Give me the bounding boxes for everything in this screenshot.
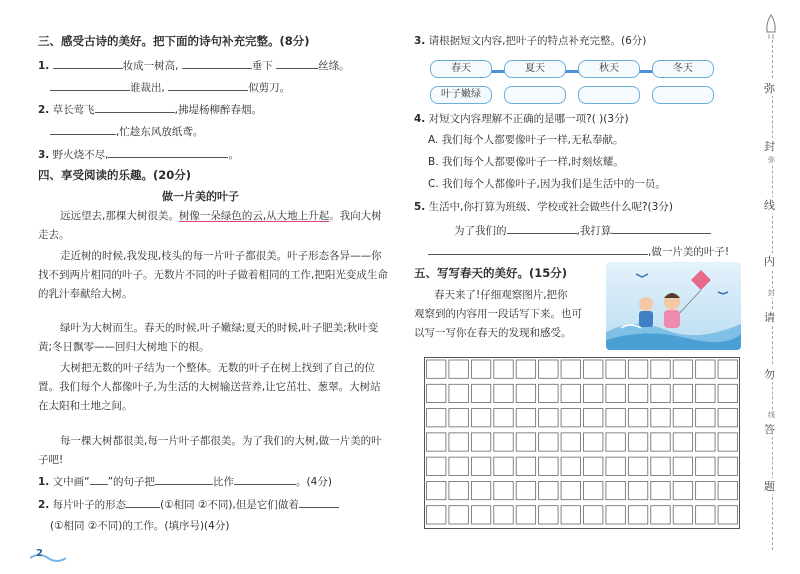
poem-q2-line2: ,忙趁东风放纸鸢。 — [50, 124, 203, 139]
grid-cell[interactable] — [584, 481, 603, 499]
grid-cell[interactable] — [673, 409, 692, 427]
grid-cell[interactable] — [606, 360, 625, 378]
grid-cell[interactable] — [606, 481, 625, 499]
grid-cell[interactable] — [427, 384, 446, 402]
page-number: 2 — [36, 548, 43, 559]
grid-cell[interactable] — [673, 433, 692, 451]
grid-cell[interactable] — [449, 433, 468, 451]
grid-cell[interactable] — [651, 409, 670, 427]
passage-paragraph-1: 远远望去,那棵大树很美。树像一朵绿色的云,从大地上升起。我向大树走去。 — [38, 210, 382, 241]
grid-cell[interactable] — [494, 360, 513, 378]
grid-cell[interactable] — [584, 457, 603, 475]
grid-cell[interactable] — [471, 481, 490, 499]
grid-cell[interactable] — [516, 433, 535, 451]
grid-cell[interactable] — [561, 384, 580, 402]
grid-cell[interactable] — [584, 409, 603, 427]
binding-char: 内 — [764, 255, 775, 268]
grid-cell[interactable] — [449, 481, 468, 499]
answer-cloud-spring[interactable]: 叶子嫩绿 — [430, 86, 492, 104]
poem-q2-line1: 2. 草长莺飞 ,拂堤杨柳醉春烟。 — [38, 104, 262, 116]
grid-cell[interactable] — [561, 506, 580, 524]
grid-cell[interactable] — [539, 481, 558, 499]
spring-scene-icon — [606, 262, 741, 350]
grid-cell[interactable] — [471, 457, 490, 475]
answer-blank[interactable] — [53, 58, 123, 69]
answer-blank[interactable] — [108, 147, 228, 158]
grid-cell[interactable] — [696, 457, 715, 475]
reading-q5-line2: 为了我们的 ,我打算 — [454, 223, 711, 238]
grid-cell[interactable] — [673, 457, 692, 475]
grid-cell[interactable] — [718, 506, 737, 524]
passage-paragraph-4: 大树把无数的叶子结为一个整体。无数的叶子在树上找到了自己的位置。我们每个人都像叶子,为生活的大树输送营养,让它茁壮、葱翠。大树站在太阳和土地之间。 — [38, 362, 381, 412]
grid-cell[interactable] — [539, 506, 558, 524]
grid-cell[interactable] — [718, 481, 737, 499]
grid-cell[interactable] — [606, 384, 625, 402]
grid-cell[interactable] — [628, 457, 647, 475]
grid-cell[interactable] — [494, 384, 513, 402]
grid-cell[interactable] — [651, 506, 670, 524]
writing-prompt-line2: 观察到的内容用一段话写下来。也可 — [414, 308, 582, 320]
binding-char: 勿 — [764, 368, 775, 381]
grid-cell[interactable] — [449, 384, 468, 402]
grid-cell[interactable] — [673, 360, 692, 378]
poem-q3: 3. 野火烧不尽, 。 — [38, 149, 239, 161]
passage-title: 做一片美的叶子 — [162, 190, 239, 203]
grid-cell[interactable] — [449, 506, 468, 524]
grid-cell[interactable] — [606, 433, 625, 451]
grid-cell[interactable] — [539, 433, 558, 451]
binding-small-char: 线 — [768, 411, 775, 419]
binding-small-char: 封 — [768, 289, 775, 297]
answer-blank[interactable] — [299, 497, 339, 508]
grid-cell[interactable] — [471, 409, 490, 427]
answer-blank[interactable] — [276, 58, 318, 69]
binding-char: 封 — [764, 140, 775, 153]
answer-blank[interactable] — [507, 223, 577, 234]
grid-cell[interactable] — [696, 360, 715, 378]
passage-paragraph-5: 每一棵大树都很美,每一片叶子都很美。为了我们的大树,做一片美的叶子吧! — [38, 435, 382, 466]
season-autumn: 秋天 — [578, 60, 640, 78]
reading-q2-line1: 2. 每片叶子的形态 (①相同 ②不同),但是它们做着 — [38, 497, 339, 512]
answer-cloud-autumn[interactable] — [578, 86, 640, 104]
grid-cell[interactable] — [673, 481, 692, 499]
grid-cell[interactable] — [584, 433, 603, 451]
grid-cell[interactable] — [449, 409, 468, 427]
answer-blank[interactable] — [50, 80, 130, 91]
underline-sample — [90, 474, 108, 485]
grid-cell[interactable] — [427, 409, 446, 427]
grid-cell[interactable] — [427, 433, 446, 451]
grid-cell[interactable] — [584, 384, 603, 402]
underlined-sentence: 树像一朵绿色的云,从大地上升 — [178, 210, 319, 222]
grid-cell[interactable] — [696, 481, 715, 499]
grid-cell[interactable] — [516, 457, 535, 475]
grid-cell[interactable] — [718, 409, 737, 427]
grid-cell[interactable] — [628, 433, 647, 451]
grid-cell[interactable] — [673, 506, 692, 524]
binding-small-char: 弥 — [768, 156, 775, 164]
answer-cloud-winter[interactable] — [652, 86, 714, 104]
grid-cell[interactable] — [561, 409, 580, 427]
reading-q3: 3. 请根据短文内容,把叶子的特点补充完整。(6分) — [414, 35, 647, 47]
grid-cell[interactable] — [696, 506, 715, 524]
grid-cell[interactable] — [494, 433, 513, 451]
grid-cell[interactable] — [539, 409, 558, 427]
grid-cell[interactable] — [651, 384, 670, 402]
option-a[interactable]: A. 我们每个人都要像叶子一样,无私奉献。 — [428, 134, 624, 146]
grid-cell[interactable] — [494, 409, 513, 427]
poem-q1-line1: 1. 妆成一树高, 垂下 丝绦。 — [38, 60, 350, 72]
writing-grid[interactable] — [424, 357, 740, 529]
binding-char: 线 — [764, 199, 775, 212]
grid-cell[interactable] — [606, 457, 625, 475]
reading-q5: 5. 生活中,你打算为班级、学校或社会做些什么呢?(3分) — [414, 201, 673, 213]
writing-prompt-line3: 以写一写你在春天的发现和感受。 — [414, 327, 572, 339]
grid-cell[interactable] — [628, 506, 647, 524]
answer-blank[interactable] — [168, 80, 248, 91]
writing-prompt-line1: 春天来了!仔细观察图片,把你 — [434, 289, 568, 301]
reading-q4: 4. 对短文内容理解不正确的是哪一项?( )(3分) — [414, 113, 629, 125]
grid-cell[interactable] — [516, 409, 535, 427]
grid-cell[interactable] — [628, 384, 647, 402]
grid-cell[interactable] — [427, 481, 446, 499]
grid-cell[interactable] — [561, 433, 580, 451]
grid-cell[interactable] — [651, 481, 670, 499]
grid-cell[interactable] — [471, 506, 490, 524]
grid-cell[interactable] — [516, 384, 535, 402]
passage-paragraph-3: 绿叶为大树而生。春天的时候,叶子嫩绿;夏天的时候,叶子肥美;秋叶变黄;冬日飘零——回归大树地下的根。 — [38, 322, 379, 353]
section5-title: 五、写写春天的美好。(15分) — [414, 266, 568, 280]
grid-cell[interactable] — [427, 457, 446, 475]
spring-kite-illustration — [606, 262, 741, 350]
grid-cell[interactable] — [628, 409, 647, 427]
binding-char: 请 — [764, 311, 775, 324]
grid-cell[interactable] — [606, 506, 625, 524]
grid-cell[interactable] — [539, 384, 558, 402]
grid-cell[interactable] — [539, 457, 558, 475]
reading-q1: 1. 文中画“ ”的句子把 比作 。(4分) — [38, 476, 332, 488]
grid-cell[interactable] — [427, 360, 446, 378]
binding-strip — [752, 0, 792, 574]
grid-cell[interactable] — [628, 481, 647, 499]
grid-cell[interactable] — [471, 433, 490, 451]
grid-cell[interactable] — [516, 481, 535, 499]
reading-q5-line3: ,做一片美的叶子! — [428, 244, 729, 259]
grid-cell[interactable] — [673, 384, 692, 402]
answer-blank[interactable] — [126, 497, 160, 508]
grid-cell[interactable] — [561, 481, 580, 499]
option-b[interactable]: B. 我们每个人都要像叶子一样,时刻炫耀。 — [428, 156, 624, 168]
grid-cell[interactable] — [494, 457, 513, 475]
grid-cell[interactable] — [516, 506, 535, 524]
poem-q1-line2: 谁裁出, 似剪刀。 — [50, 80, 290, 95]
grid-cell[interactable] — [471, 360, 490, 378]
grid-cell[interactable] — [516, 360, 535, 378]
rocket-icon — [764, 14, 778, 40]
binding-char: 答 — [764, 423, 775, 436]
season-winter: 冬天 — [652, 60, 714, 78]
answer-blank[interactable] — [95, 102, 175, 113]
binding-char: 弥 — [764, 82, 775, 95]
answer-blank[interactable] — [155, 474, 213, 485]
binding-char: 题 — [764, 480, 775, 493]
season-summer: 夏天 — [504, 60, 566, 78]
writing-grid-cells[interactable] — [425, 358, 739, 528]
grid-cell[interactable] — [696, 433, 715, 451]
answer-cloud-summer[interactable] — [504, 86, 566, 104]
grid-cell[interactable] — [449, 360, 468, 378]
grid-cell[interactable] — [696, 384, 715, 402]
grid-cell[interactable] — [718, 457, 737, 475]
season-spring: 春天 — [430, 60, 492, 78]
passage-paragraph-2: 走近树的时候,我发现,枝头的每一片叶子都很美。叶子形态各异——你找不到两片相同的叶子。无数片不同的叶子做着相同的工作,把阳光变成生命的乳汁奉献给大树。 — [38, 250, 388, 300]
grid-cell[interactable] — [561, 457, 580, 475]
option-c[interactable]: C. 我们每个人都像叶子,因为我们是生活中的一员。 — [428, 178, 666, 190]
grid-cell[interactable] — [651, 457, 670, 475]
grid-cell[interactable] — [427, 506, 446, 524]
grid-cell[interactable] — [584, 360, 603, 378]
answer-blank[interactable] — [611, 223, 711, 234]
grid-cell[interactable] — [651, 360, 670, 378]
grid-cell[interactable] — [696, 409, 715, 427]
grid-cell[interactable] — [494, 506, 513, 524]
answer-blank[interactable] — [182, 58, 252, 69]
answer-blank[interactable] — [50, 124, 116, 135]
grid-cell[interactable] — [561, 360, 580, 378]
section4-title: 四、享受阅读的乐趣。(20分) — [38, 168, 192, 182]
grid-cell[interactable] — [651, 433, 670, 451]
answer-blank[interactable] — [428, 244, 648, 255]
section3-title: 三、感受古诗的美好。把下面的诗句补充完整。(8分) — [38, 34, 310, 48]
grid-cell[interactable] — [628, 360, 647, 378]
grid-cell[interactable] — [718, 384, 737, 402]
grid-cell[interactable] — [471, 384, 490, 402]
grid-cell[interactable] — [718, 360, 737, 378]
grid-cell[interactable] — [718, 433, 737, 451]
grid-cell[interactable] — [539, 360, 558, 378]
grid-cell[interactable] — [494, 481, 513, 499]
grid-cell[interactable] — [606, 409, 625, 427]
reading-q2-line2: (①相同 ②不同)的工作。(填序号)(4分) — [50, 520, 230, 532]
grid-cell[interactable] — [449, 457, 468, 475]
answer-blank[interactable] — [234, 474, 296, 485]
grid-cell[interactable] — [584, 506, 603, 524]
